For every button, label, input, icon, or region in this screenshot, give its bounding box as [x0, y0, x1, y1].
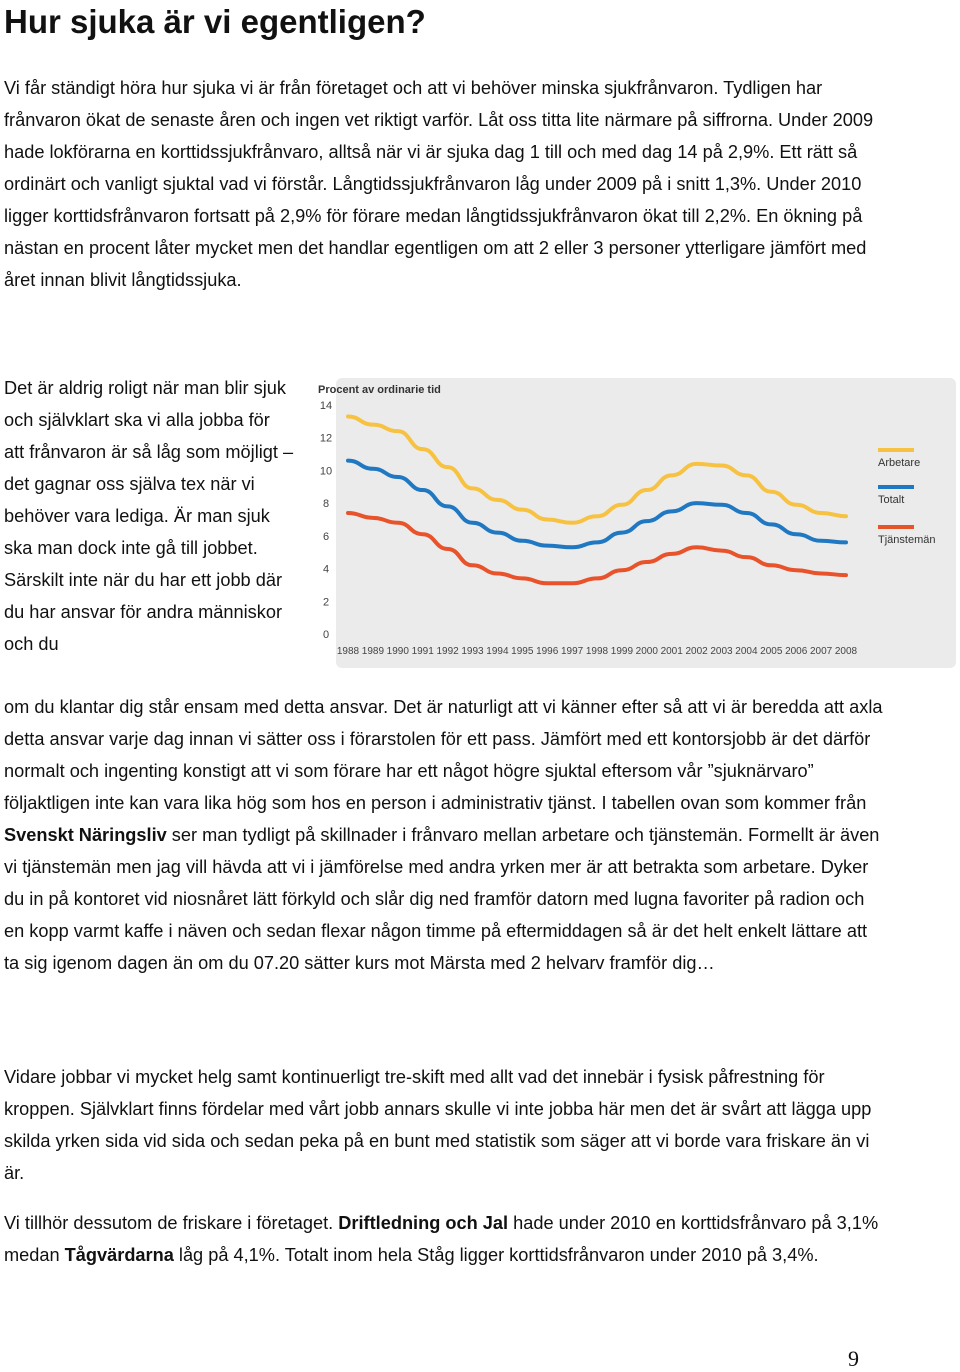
source-name: Svenskt Näringsliv: [4, 825, 167, 845]
x-tick-label: 2008: [834, 646, 858, 657]
x-tick-label: 2003: [710, 646, 733, 657]
x-tick-label: 1988: [336, 646, 360, 657]
x-tick-label: 1999: [610, 646, 634, 657]
legend-label: Arbetare: [878, 457, 921, 469]
page-title: Hur sjuka är vi egentligen?: [4, 3, 426, 40]
y-tick-label: 12: [319, 432, 333, 445]
x-tick-label: 2006: [785, 646, 808, 657]
x-tick-label: 1995: [511, 646, 534, 657]
closing-text-c: låg på 4,1%. Totalt inom hela Ståg ligger korttidsfrånvaron under 2010 på 3,4%.: [173, 1245, 819, 1265]
y-tick-label: 4: [322, 563, 330, 576]
x-tick-label: 1992: [436, 646, 459, 657]
weekend-paragraph: Vidare jobbar vi mycket helg samt kontinuerligt tre-skift med allt vad det innebär i fysisk påfrestning för kroppen. Självklart finns fördelar med vårt jobb annars skulle vi inte jobba här men det är svårt att lägga upp skilda yrken sida vid sida och sedan peka på en bunt med statistik som säger att vi borde vara friskare än vi är.: [4, 1067, 872, 1183]
chart-title: Procent av ordinarie tid: [318, 384, 441, 396]
x-tick-label: 1990: [386, 646, 409, 657]
y-tick-label: 14: [319, 400, 333, 412]
x-tick-label: 1993: [461, 646, 484, 657]
x-tick-label: 2004: [735, 646, 758, 657]
closing-text-a: Vi tillhör dessutom de friskare i företaget.: [4, 1213, 339, 1233]
y-tick-label: 0: [322, 629, 330, 641]
closing-bold-1: Driftledning och Jal: [338, 1213, 509, 1233]
closing-bold-2: Tågvärdarna: [64, 1245, 174, 1265]
page-number: 9: [848, 1346, 859, 1371]
x-tick-label: 2007: [809, 646, 833, 657]
intro-paragraph: Vi får ständigt höra hur sjuka vi är från företaget och att vi behöver minska sjukfrånvaron. Tydligen har frånvaron ökat de senaste åren och ingen vet riktigt varför. Låt oss titta lite närmare på siffrorna. Under 2009 hade lokförarna en korttidssjukfrånvaro, alltså när vi är sjuka dag 1 till och med dag 14 på 2,9%. Ett rätt så ordinärt och vanligt sjuktal vad vi förstår. Långtidssjukfrånvaron låg under 2009 på i snitt 1,3%. Under 2010 ligger korttidsfrånvaron fortsatt på 2,9% för förare medan långtidssjukfrånvaron ökat till 2,2%. En ökning på nästan en procent låter mycket men det handlar egentligen om att 2 eller 3 personer ytterligare jämfört med året innan blivit långtidssjuka.: [4, 78, 874, 290]
y-tick-label: 6: [322, 530, 330, 543]
x-tick-label: 1994: [486, 646, 509, 657]
legend-label: Totalt: [878, 494, 905, 506]
x-tick-label: 1997: [560, 646, 584, 657]
legend-swatch: [878, 525, 914, 529]
x-tick-label: 2000: [635, 646, 658, 657]
x-tick-label: 2002: [685, 646, 708, 657]
closing-text-b: hade under 2010 en korttidsfrånvaro på 3,1% medan: [4, 1213, 879, 1265]
legend-swatch: [878, 485, 914, 489]
main-paragraph: [4, 691, 884, 979]
x-tick-label: 1991: [411, 646, 434, 657]
absence-chart-svg: [298, 372, 958, 670]
x-tick-label: 2005: [760, 646, 783, 657]
x-tick-label: 1989: [361, 646, 385, 657]
y-tick-label: 2: [322, 596, 330, 609]
legend-swatch: [878, 448, 914, 452]
closing-paragraph: [4, 1207, 884, 1271]
x-tick-label: 1998: [585, 646, 609, 657]
wrapped-paragraph-start: Det är aldrig roligt när man blir sjuk och självklart ska vi alla jobba för att frånvaron är så låg som möjligt – det gagnar oss själva tex när vi behöver vara lediga. Är man sjuk ska man dock inte gå till jobbet. Särskilt inte när du har ett jobb där du har ansvar för andra människor och du: [4, 378, 294, 654]
main-paragraph-text-a: om du klantar dig står ensam med detta ansvar. Det är naturligt att vi känner efter så att vi är beredda att axla detta ansvar varje dag innan vi sätter oss i förarstolen för ett pass. Jämfört med ett kontorsjobb är det därför normalt och ingenting konstigt att vi som förare har ett något högre sjuktal eftersom vår ”sjuknärvaro” följaktligen inte kan vara lika hög som hos en person i administrativ tjänst. I tabellen ovan som kommer från: [4, 697, 883, 813]
x-tick-label: 2001: [660, 646, 683, 657]
main-paragraph-text-b: ser man tydligt på skillnader i frånvaro mellan arbetare och tjänstemän. Formellt är även vi tjänstemän men jag vill hävda att vi i jämförelse med andra yrken mer är att betrakta som arbetare. Dyker du in på kontoret vid niosnåret lätt förkyld och slår dig ned framför datorn med lugna favoriter på radion och en kopp varmt kaffe i näven och sedan flexar någon timme på eftermiddagen så är det helt enkelt lättare att ta sig igenom dagen än om du 07.20 sätter kurs mot Märsta med 2 helvarv framför dig…: [4, 825, 880, 973]
y-tick-label: 8: [322, 498, 330, 511]
legend-label: Tjänstemän: [878, 534, 936, 546]
x-tick-label: 1996: [536, 646, 559, 657]
absence-chart: [298, 372, 958, 670]
y-tick-label: 10: [319, 465, 333, 478]
